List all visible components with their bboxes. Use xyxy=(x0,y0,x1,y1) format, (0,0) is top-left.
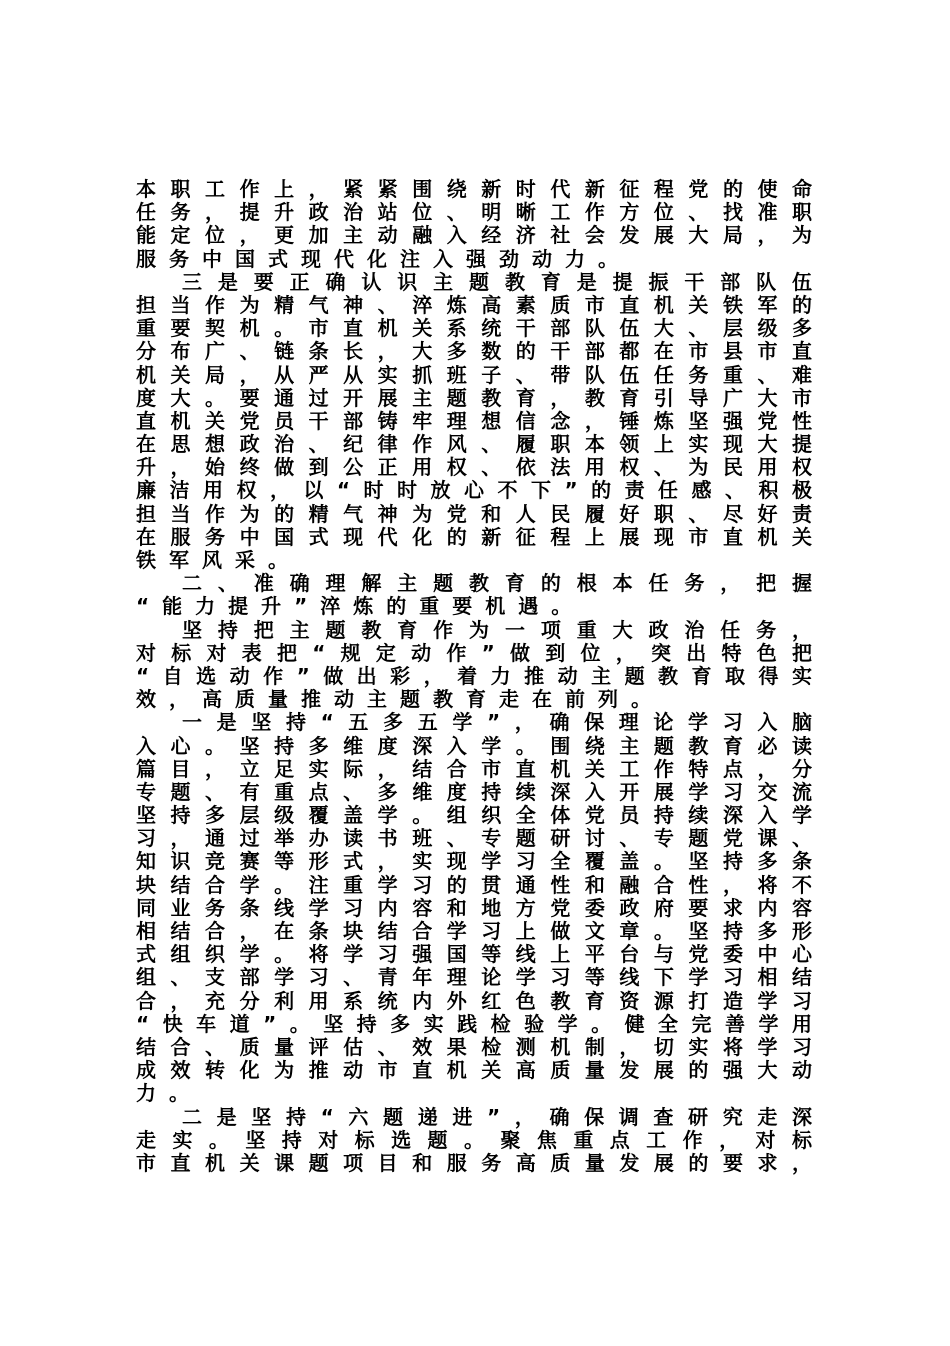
text-line: 一是坚持“五多五学”，确保理论学习入脑 xyxy=(182,711,812,735)
text-line: 机关局，从严从实抓班子、带队伍任务重、难 xyxy=(136,363,812,387)
text-line: 对标对表把“规定动作”做到位，突出特色把 xyxy=(136,641,812,665)
text-line: 同业务条线学习内容和地方党委政府要求内容 xyxy=(136,896,812,920)
text-line: 度大。要通过开展主题教育，教育引导广大市 xyxy=(136,386,812,410)
text-line: 入心。坚持多维度深入学。围绕主题教育必读 xyxy=(136,734,812,758)
text-line: 担当作为精气神、淬炼高素质市直机关铁军的 xyxy=(136,293,812,317)
text-line: 合，充分利用系统内外红色教育资源打造学习 xyxy=(136,989,812,1013)
text-line: 担当作为的精气神为党和人民履好职、尽好责 xyxy=(136,502,812,526)
text-line: 廉洁用权，以“时时放心不下”的责任感、积极 xyxy=(136,479,812,503)
text-line: 式组织学。将学习强国等线上平台与党委中心 xyxy=(136,943,812,967)
text-line: 组、支部学习、青年理论学习等线下学习相结 xyxy=(136,966,812,990)
text-line: 习，通过举办读书班、专题研讨、专题党课、 xyxy=(136,827,812,851)
text-line: 相结合，在条块结合学习上做文章。坚持多形 xyxy=(136,920,812,943)
text-line: 直机关党员干部铸牢理想信念，锤炼坚强党性 xyxy=(136,409,812,433)
text-line: 升，始终做到公正用权、依法用权、为民用权 xyxy=(136,456,812,480)
text-line: 坚持把主题教育作为一项重大政治任务， xyxy=(182,618,812,642)
section-heading-line: “能力提升”淬炼的重要机遇。 xyxy=(136,595,585,619)
text-line: 二是坚持“六题递进”，确保调查研究走深 xyxy=(182,1105,812,1129)
text-line: 结合、质量评估、效果检测机制，切实将学习 xyxy=(136,1035,812,1059)
text-line: 力。 xyxy=(136,1082,202,1106)
text-line: 市直机关课题项目和服务高质量发展的要求， xyxy=(136,1151,812,1175)
text-line: 重要契机。市直机关系统干部队伍大、层级多 xyxy=(136,317,812,341)
body-text xyxy=(136,178,812,1175)
text-line: 知识竞赛等形式，实现学习全覆盖。坚持多条 xyxy=(136,850,812,874)
text-line: 块结合学。注重学习的贯通性和融合性，将不 xyxy=(136,873,812,897)
section-heading-line: 二、准确理解主题教育的根本任务，把握 xyxy=(182,572,812,596)
text-line: “自选动作”做出彩，着力推动主题教育取得实 xyxy=(136,664,812,688)
text-line: 铁军风采。 xyxy=(136,549,301,572)
text-line: 专题、有重点、多维度持续深入开展学习交流 xyxy=(136,780,812,804)
text-line: 分布广、链条长，大多数的干部都在市县市直 xyxy=(136,340,812,364)
text-line: 三是要正确认识主题教育是提振干部队伍 xyxy=(182,270,812,294)
text-line: 走实。坚持对标选题。聚焦重点工作，对标 xyxy=(136,1128,812,1152)
text-line: 在服务中国式现代化的新征程上展现市直机关 xyxy=(136,525,812,549)
text-line: 服务中国式现代化注入强劲动力。 xyxy=(136,247,631,271)
text-line: 成效转化为推动市直机关高质量发展的强大动 xyxy=(136,1059,812,1083)
text-line: 效，高质量推动主题教育走在前列。 xyxy=(136,688,664,712)
text-line: 坚持多层级覆盖学。组织全体党员持续深入学 xyxy=(136,804,812,828)
text-line: 在思想政治、纪律作风、履职本领上实现大提 xyxy=(136,433,812,457)
text-line: 本职工作上，紧紧围绕新时代新征程党的使命 xyxy=(136,178,812,201)
text-line: 任务，提升政治站位、明晰工作方位、找准职 xyxy=(136,201,812,225)
text-line: 能定位，更加主动融入经济社会发展大局，为 xyxy=(136,224,812,248)
text-line: “快车道”。坚持多实践检验学。健全完善学用 xyxy=(136,1012,812,1036)
text-line: 篇目，立足实际，结合市直机关工作特点，分 xyxy=(136,757,812,781)
